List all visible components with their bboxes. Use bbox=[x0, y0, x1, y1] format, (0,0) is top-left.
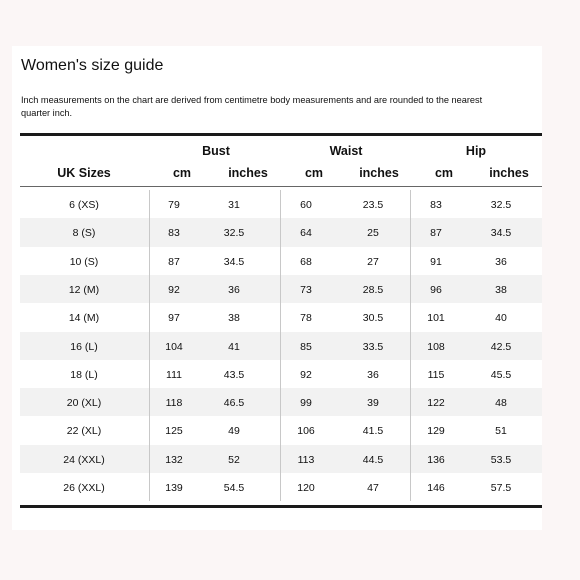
measurement-cell: 108 bbox=[427, 340, 445, 353]
measurement-cell: 73 bbox=[300, 283, 312, 296]
measurement-cell: 32.5 bbox=[223, 227, 245, 240]
header-rule bbox=[20, 186, 542, 187]
measurement-cell: 36 bbox=[495, 255, 507, 268]
measurement-cell: 25 bbox=[367, 227, 379, 240]
table-row bbox=[20, 190, 542, 218]
measurement-cell: 43.5 bbox=[223, 368, 245, 381]
page-title: Women's size guide bbox=[21, 57, 164, 74]
group-header-bust: Bust bbox=[202, 144, 230, 158]
measurement-cell: 46.5 bbox=[223, 397, 245, 410]
measurement-cell: 31 bbox=[228, 199, 240, 211]
measurement-cell: 96 bbox=[430, 283, 442, 296]
column-header-waist-cm: cm bbox=[304, 166, 324, 180]
measurement-cell: 30.5 bbox=[362, 312, 384, 325]
size-cell: 16 (L) bbox=[70, 340, 98, 353]
table-row bbox=[20, 303, 542, 331]
measurement-cell: 64 bbox=[300, 227, 312, 240]
measurement-cell: 91 bbox=[430, 255, 442, 268]
measurement-cell: 42.5 bbox=[490, 340, 512, 353]
size-cell: 22 (XL) bbox=[66, 425, 102, 438]
table-row bbox=[20, 416, 542, 444]
measurement-cell: 39 bbox=[367, 397, 379, 410]
column-header-bust-cm: cm bbox=[172, 166, 192, 180]
size-guide-card bbox=[12, 46, 542, 530]
table-bottom-rule bbox=[20, 505, 542, 508]
size-cell: 20 (XL) bbox=[66, 397, 102, 410]
measurement-cell: 40 bbox=[495, 312, 507, 325]
measurement-cell: 38 bbox=[495, 283, 507, 296]
size-cell: 14 (M) bbox=[68, 312, 100, 325]
measurement-cell: 85 bbox=[300, 340, 312, 353]
measurement-cell: 23.5 bbox=[362, 199, 384, 211]
table-top-rule bbox=[20, 133, 542, 136]
measurement-cell: 34.5 bbox=[490, 227, 512, 240]
column-divider bbox=[410, 190, 411, 501]
measurement-cell: 136 bbox=[427, 453, 445, 466]
table-row bbox=[20, 275, 542, 303]
measurement-cell: 68 bbox=[300, 255, 312, 268]
measurement-cell: 51 bbox=[495, 425, 507, 438]
column-header-waist-inches: inches bbox=[359, 166, 399, 180]
measurement-cell: 106 bbox=[297, 425, 315, 438]
measurement-cell: 129 bbox=[427, 425, 445, 438]
measurement-cell: 111 bbox=[166, 368, 182, 381]
size-cell: 24 (XXL) bbox=[63, 453, 105, 466]
size-cell: 18 (L) bbox=[70, 368, 98, 381]
measurement-cell: 41.5 bbox=[362, 425, 384, 438]
measurement-cell: 57.5 bbox=[490, 482, 512, 494]
size-cell: 6 (XS) bbox=[69, 199, 99, 211]
measurement-cell: 45.5 bbox=[490, 368, 512, 381]
measurement-note: Inch measurements on the chart are derived from centimetre body measurements and are rounded to the nearest quarter inch. bbox=[21, 95, 483, 118]
measurement-cell: 52 bbox=[228, 453, 240, 466]
measurement-cell: 97 bbox=[168, 312, 180, 325]
measurement-cell: 53.5 bbox=[490, 453, 512, 466]
size-cell: 26 (XXL) bbox=[63, 482, 105, 494]
column-header-bust-inches: inches bbox=[228, 166, 268, 180]
table-row bbox=[20, 473, 542, 501]
measurement-cell: 99 bbox=[300, 397, 312, 410]
measurement-cell: 83 bbox=[430, 199, 442, 211]
measurement-cell: 104 bbox=[165, 340, 183, 353]
table-row bbox=[20, 218, 542, 246]
measurement-cell: 118 bbox=[165, 397, 183, 410]
table-row bbox=[20, 445, 542, 473]
measurement-cell: 122 bbox=[427, 397, 445, 410]
measurement-cell: 48 bbox=[495, 397, 507, 410]
table-row bbox=[20, 360, 542, 388]
measurement-cell: 101 bbox=[427, 312, 445, 325]
measurement-cell: 54.5 bbox=[223, 482, 245, 494]
table-row bbox=[20, 247, 542, 275]
measurement-cell: 132 bbox=[165, 453, 183, 466]
measurement-cell: 47 bbox=[367, 482, 379, 494]
measurement-cell: 79 bbox=[168, 199, 180, 211]
measurement-cell: 83 bbox=[168, 227, 180, 240]
measurement-cell: 36 bbox=[228, 283, 240, 296]
size-cell: 8 (S) bbox=[72, 227, 96, 240]
column-header-hip-inches: inches bbox=[489, 166, 529, 180]
measurement-cell: 146 bbox=[427, 482, 445, 494]
size-cell: 10 (S) bbox=[69, 255, 99, 268]
measurement-cell: 120 bbox=[297, 482, 315, 494]
measurement-cell: 60 bbox=[300, 199, 312, 211]
column-header-uk-sizes: UK Sizes bbox=[57, 166, 111, 180]
measurement-cell: 92 bbox=[300, 368, 312, 381]
measurement-cell: 33.5 bbox=[362, 340, 384, 353]
measurement-cell: 87 bbox=[168, 255, 180, 268]
table-row bbox=[20, 332, 542, 360]
column-header-hip-cm: cm bbox=[434, 166, 454, 180]
measurement-cell: 125 bbox=[165, 425, 183, 438]
measurement-cell: 78 bbox=[300, 312, 312, 325]
measurement-cell: 49 bbox=[228, 425, 240, 438]
measurement-cell: 32.5 bbox=[490, 199, 512, 211]
measurement-cell: 44.5 bbox=[362, 453, 384, 466]
column-divider bbox=[280, 190, 281, 501]
table-row bbox=[20, 388, 542, 416]
measurement-cell: 87 bbox=[430, 227, 442, 240]
measurement-cell: 34.5 bbox=[223, 255, 245, 268]
column-divider bbox=[149, 190, 150, 501]
measurement-cell: 139 bbox=[165, 482, 183, 494]
measurement-cell: 27 bbox=[367, 255, 379, 268]
measurement-cell: 92 bbox=[168, 283, 180, 296]
measurement-cell: 38 bbox=[228, 312, 240, 325]
measurement-cell: 41 bbox=[228, 340, 240, 353]
group-header-hip: Hip bbox=[465, 144, 487, 158]
size-cell: 12 (M) bbox=[68, 283, 100, 296]
measurement-cell: 113 bbox=[297, 453, 315, 466]
measurement-cell: 28.5 bbox=[362, 283, 384, 296]
measurement-cell: 36 bbox=[367, 368, 379, 381]
group-header-waist: Waist bbox=[329, 144, 363, 158]
measurement-cell: 115 bbox=[427, 368, 445, 381]
